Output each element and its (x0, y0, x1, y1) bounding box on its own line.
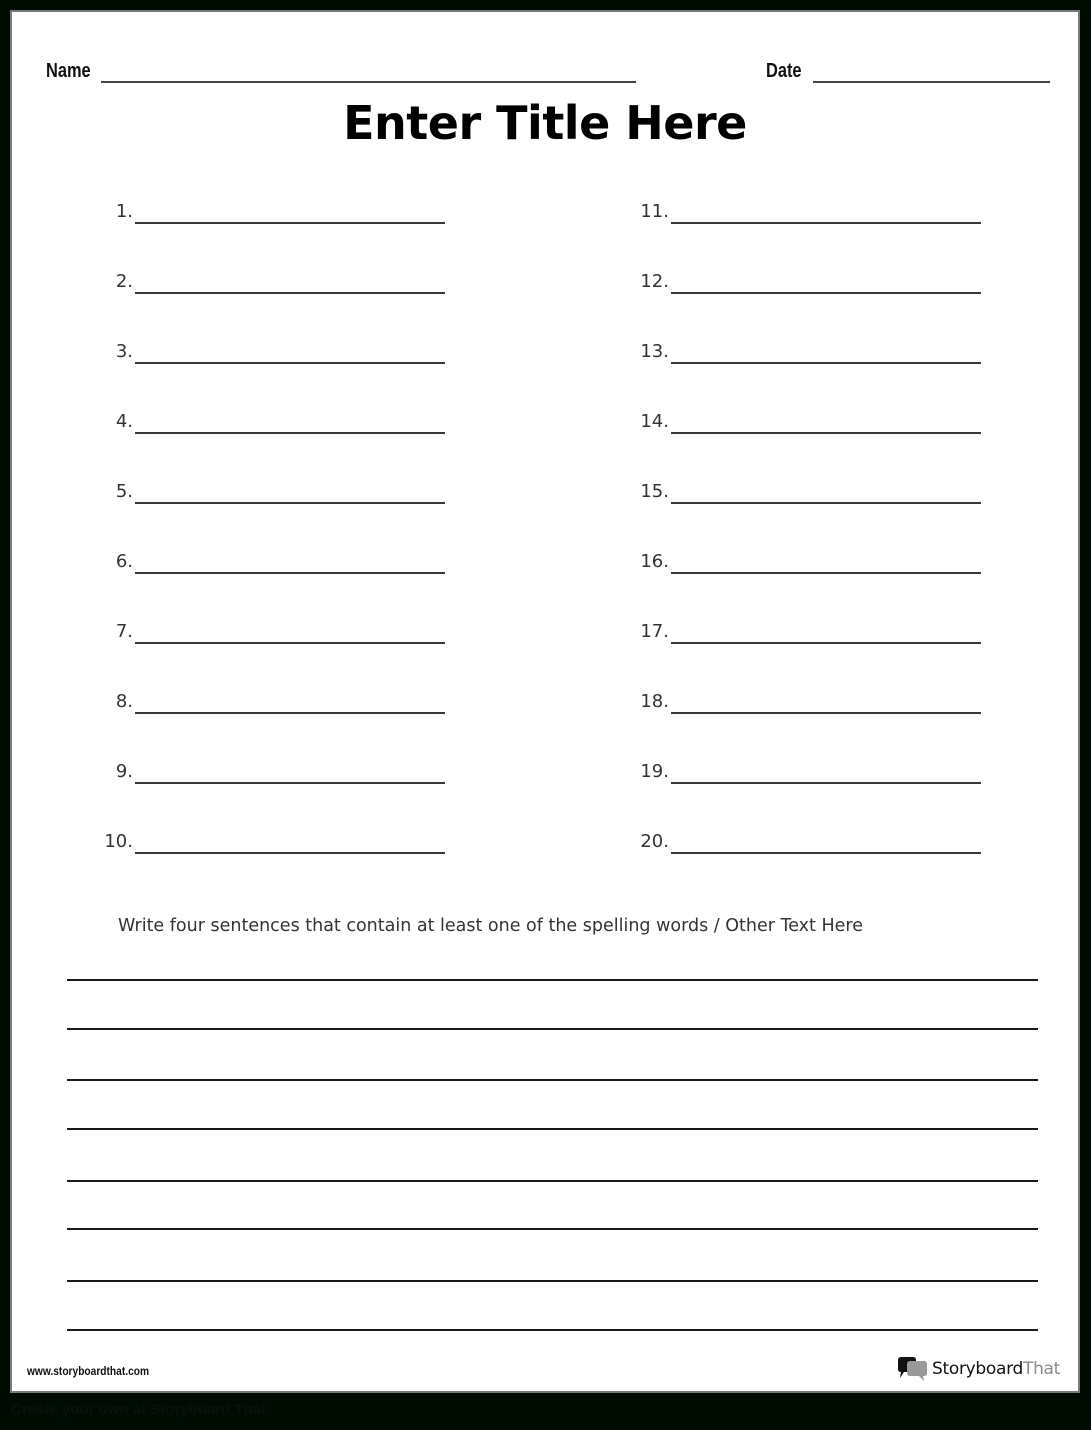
item-number: 12. (640, 271, 669, 292)
sentence-writing-line[interactable] (67, 1228, 1038, 1230)
word-answer-line[interactable] (135, 782, 445, 784)
item-number: 10. (104, 831, 133, 852)
word-answer-line[interactable] (135, 222, 445, 224)
word-answer-line[interactable] (671, 502, 981, 504)
word-answer-line[interactable] (135, 642, 445, 644)
item-number: 6. (115, 551, 133, 572)
word-answer-line[interactable] (135, 432, 445, 434)
storyboardthat-logo (896, 1355, 1060, 1383)
item-number: 7. (115, 621, 133, 642)
word-answer-line[interactable] (671, 222, 981, 224)
date-field-line[interactable] (813, 81, 1050, 83)
sentence-writing-line[interactable] (67, 1028, 1038, 1030)
item-number: 2. (115, 271, 133, 292)
date-label: Date (766, 60, 802, 82)
word-answer-line[interactable] (135, 502, 445, 504)
item-number: 13. (640, 341, 669, 362)
word-answer-line[interactable] (671, 432, 981, 434)
name-label: Name (46, 60, 91, 82)
item-number: 20. (640, 831, 669, 852)
item-number: 3. (115, 341, 133, 362)
create-your-own-link[interactable]: Create your own at Storyboard That (11, 1401, 267, 1418)
sentence-writing-line[interactable] (67, 1329, 1038, 1331)
word-answer-line[interactable] (135, 292, 445, 294)
item-number: 14. (640, 411, 669, 432)
word-answer-line[interactable] (671, 642, 981, 644)
item-number: 15. (640, 481, 669, 502)
sentence-instruction: Write four sentences that contain at least one of the spelling words / Other Text Here (118, 916, 863, 936)
item-number: 1. (115, 201, 133, 222)
item-number: 8. (115, 691, 133, 712)
footer-url: www.storyboardthat.com (27, 1364, 150, 1378)
worksheet-title: Enter Title Here (343, 96, 747, 150)
item-number: 18. (640, 691, 669, 712)
item-number: 4. (115, 411, 133, 432)
word-answer-line[interactable] (671, 292, 981, 294)
speech-bubbles-icon (896, 1356, 930, 1382)
sentence-writing-line[interactable] (67, 1128, 1038, 1130)
item-number: 16. (640, 551, 669, 572)
word-answer-line[interactable] (671, 852, 981, 854)
word-answer-line[interactable] (671, 572, 981, 574)
word-answer-line[interactable] (135, 572, 445, 574)
word-answer-line[interactable] (135, 712, 445, 714)
word-answer-line[interactable] (135, 362, 445, 364)
word-answer-line[interactable] (671, 782, 981, 784)
sentence-writing-line[interactable] (67, 1280, 1038, 1282)
sentence-writing-line[interactable] (67, 979, 1038, 981)
word-answer-line[interactable] (671, 362, 981, 364)
item-number: 11. (640, 201, 669, 222)
brand-name-secondary: That (1023, 1359, 1061, 1379)
item-number: 5. (115, 481, 133, 502)
sentence-writing-line[interactable] (67, 1079, 1038, 1081)
word-answer-line[interactable] (671, 712, 981, 714)
word-answer-line[interactable] (135, 852, 445, 854)
name-field-line[interactable] (101, 81, 636, 83)
item-number: 17. (640, 621, 669, 642)
worksheet-page (10, 10, 1080, 1393)
item-number: 19. (640, 761, 669, 782)
brand-name-primary: Storyboard (932, 1359, 1023, 1379)
sentence-writing-line[interactable] (67, 1180, 1038, 1182)
item-number: 9. (115, 761, 133, 782)
